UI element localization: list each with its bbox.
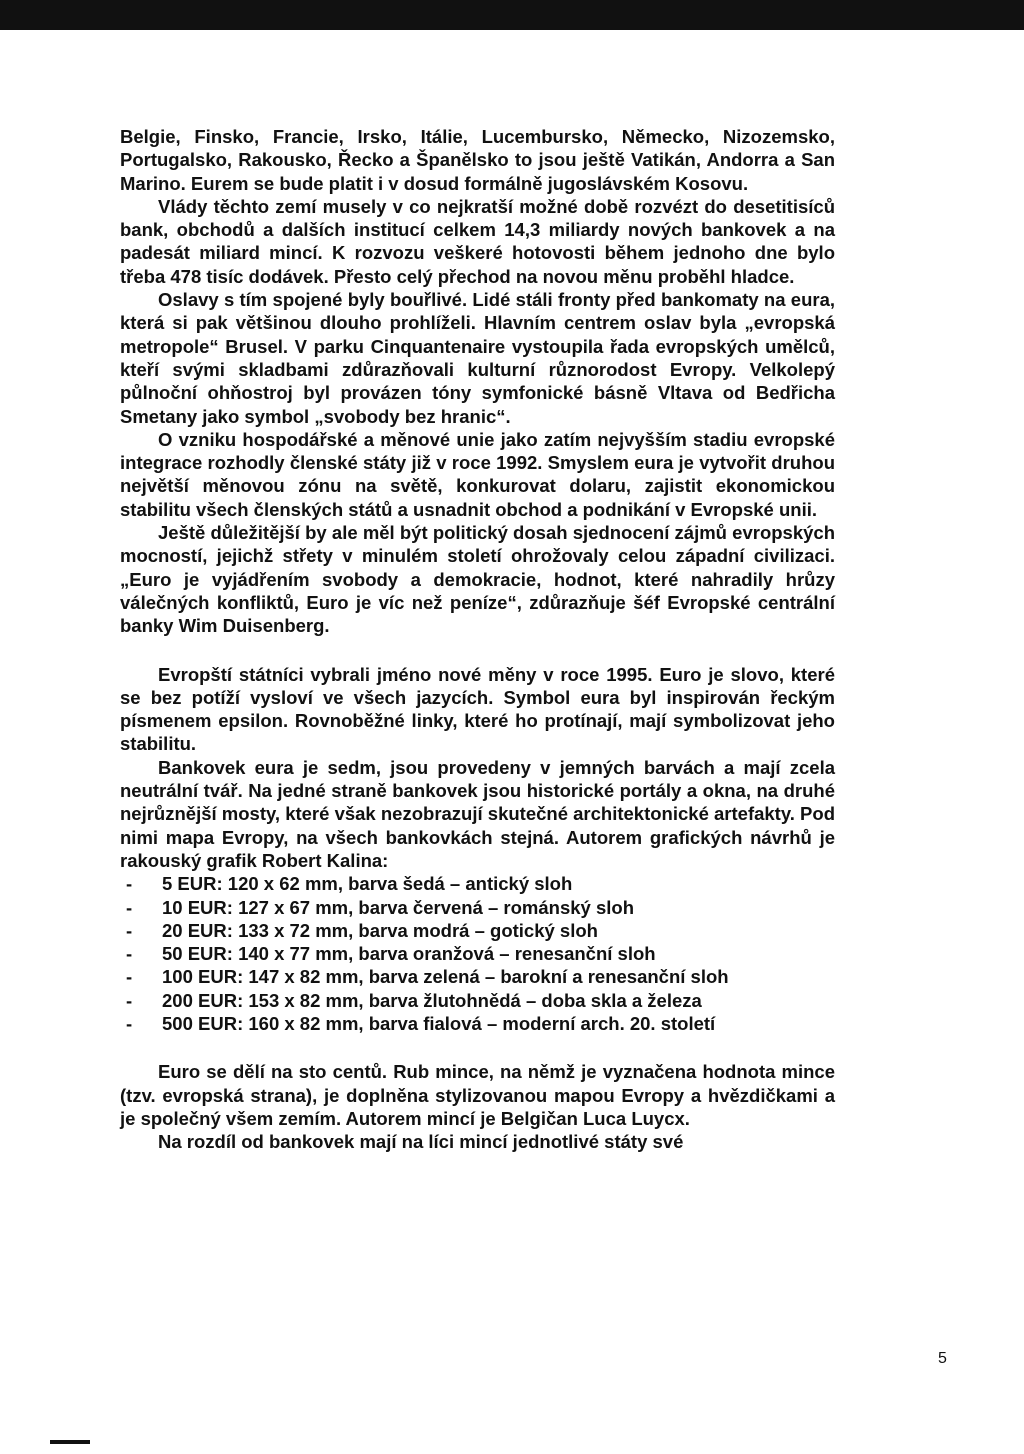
section-gap xyxy=(120,1035,835,1060)
list-item: - 10 EUR: 127 x 67 mm, barva červená – románský sloh xyxy=(126,896,635,918)
page-number: 5 xyxy=(938,1350,947,1367)
list-item: - 200 EUR: 153 x 82 mm, barva žlutohnědá – doba skla a železa xyxy=(126,989,702,1011)
list-item: - 5 EUR: 120 x 62 mm, barva šedá – antický sloh xyxy=(126,873,573,895)
paragraph-banknotes: Bankovek eura je sedm, jsou provedeny v jemných barvách a mají zcela neutrální tvář. Na jedné straně bankovek jsou historické portály a okna, na druhé nejrůznější mosty, které však nezobrazují skutečné architektonické artefakty. Pod nimi mapa Evropy, na všech bankovkách stejná. Autorem grafických návrhů je rakouský grafik Robert Kalina: xyxy=(120,756,835,871)
scan-mark-bottom xyxy=(50,1440,90,1444)
paragraph-celebrations: Oslavy s tím spojené byly bouřlivé. Lidé stáli fronty před bankomaty na eura, která si pak většinou dlouho prohlíželi. Hlavním centrem oslav byla „evropská metropole“ Brusel. V parku Cinquantenaire vystoupila řada evropských umělců, kteří svými skladbami zdůrazňovali kulturní různorodost Evropy. Velkolepý půlnoční ohňostroj byl provázen tóny symfonické básně Vltava od Bedřicha Smetany jako symbol „svobody bez hranic“. xyxy=(120,289,835,427)
section-gap xyxy=(120,638,835,663)
scan-border-top xyxy=(0,0,1024,30)
paragraph-coins-national: Na rozdíl od bankovek mají na líci mincí jednotlivé státy své xyxy=(158,1131,684,1153)
paragraph-currency-name: Evropští státníci vybrali jméno nové měny v roce 1995. Euro je slovo, které se bez potíží vysloví ve všech jazycích. Symbol eura byl inspirován řeckým písmenem epsilon. Rovnoběžné linky, které ho protínají, mají symbolizovat jeho stabilitu. xyxy=(120,663,835,755)
paragraph-coins: Euro se dělí na sto centů. Rub mince, na němž je vyznačena hodnota mince (tzv. evropská strana), je doplněna stylizovanou mapou Evropy a hvězdičkami a je společný všem zemím. Autorem mincí je Belgičan Luca Luycx. xyxy=(120,1061,835,1129)
paragraph-distribution: Vlády těchto zemí musely v co nejkratší možné době rozvézt do desetitisíců bank, obchodů a dalších institucí celkem 14,3 miliardy nových bankovek a na padesát miliard mincí. K rozvozu veškeré hotovosti během jednoho dne bylo třeba 478 tisíc dodávek. Přesto celý přechod na novou měnu proběhl hladce. xyxy=(120,195,835,287)
paragraph-political-impact: Ještě důležitější by ale měl být politický dosah sjednocení zájmů evropských mocností, jejichž střety v minulém století ohrožovaly celou západní civilizaci. „Euro je vyjádřením svobody a demokracie, hodnot, které nahradily hrůzy válečných konfliktů, Euro je víc než peníze“, zdůrazňuje šéf Evropské centrální banky Wim Duisenberg. xyxy=(120,522,835,637)
banknote-list xyxy=(120,872,835,1035)
paragraph-member-states: Belgie, Finsko, Francie, Irsko, Itálie, Lucembursko, Německo, Nizozemsko, Portugalsko, Rakousko, Řecko a Španělsko to jsou ještě Vatikán, Andorra a San Marino. Eurem se bude platit i v dosud formálně jugoslávském Kosovu. xyxy=(120,126,835,194)
list-item: - 20 EUR: 133 x 72 mm, barva modrá – gotický sloh xyxy=(126,919,598,941)
list-item: - 100 EUR: 147 x 82 mm, barva zelená – barokní a renesanční sloh xyxy=(126,966,729,988)
list-item: - 500 EUR: 160 x 82 mm, barva fialová – moderní arch. 20. století xyxy=(126,1012,716,1034)
document-body xyxy=(120,125,835,1153)
list-item: - 50 EUR: 140 x 77 mm, barva oranžová – renesanční sloh xyxy=(126,943,656,965)
paragraph-monetary-union: O vzniku hospodářské a měnové unie jako zatím nejvyšším stadiu evropské integrace rozhodly členské státy již v roce 1992. Smyslem eura je vytvořit druhou největší měnovou zónu na světě, konkurovat dolaru, zajistit ekonomickou stabilitu všech členských států a usnadnit obchod a podnikání v Evropské unii. xyxy=(120,428,835,520)
